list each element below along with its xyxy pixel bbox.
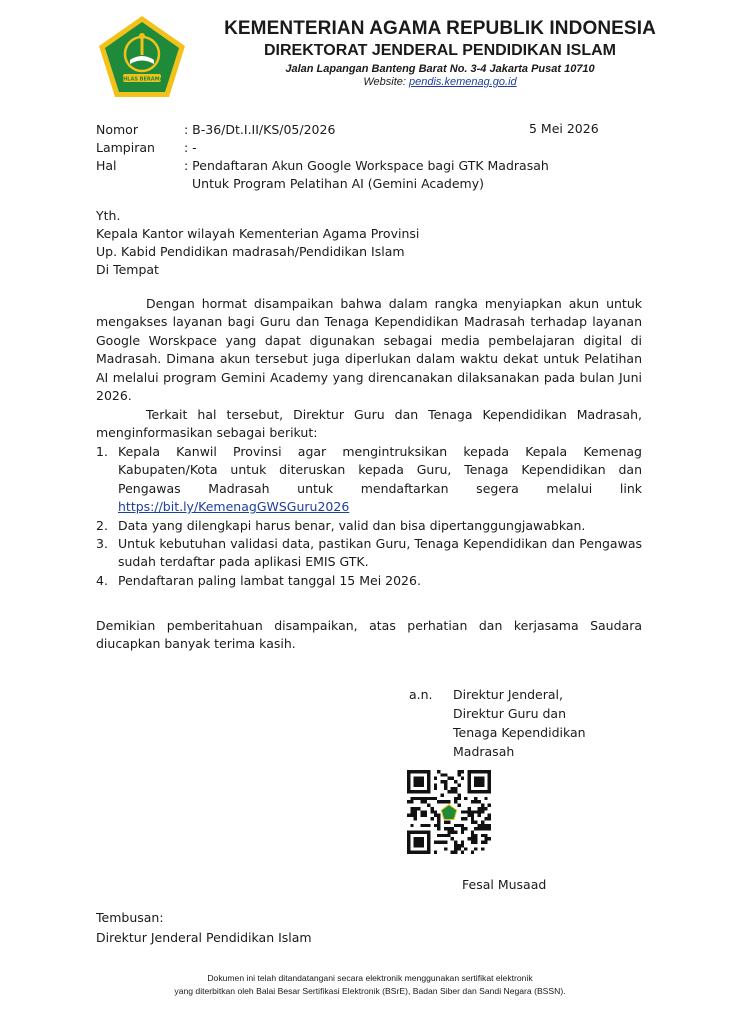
list-item: 2. Data yang dilengkapi harus benar, valid dan bisa dipertanggungjawabkan.	[96, 517, 586, 533]
website-label: Website:	[363, 76, 406, 88]
cc-item: Direktur Jenderal Pendidikan Islam	[96, 930, 312, 945]
directorate-name: DIREKTORAT JENDERAL PENDIDIKAN ISLAM	[263, 42, 617, 59]
closing-paragraph: Demikian pemberitahuan disampaikan, atas perhatian dan kerjasama Saudara diucapkan banyak terima kasih.	[96, 618, 642, 652]
cc-label: Tembusan:	[96, 910, 164, 925]
hal-label: Hal	[96, 158, 117, 173]
footer-line-2: yang diterbitkan oleh Balai Besar Sertifikasi Elektronik (BSrE), Badan Siber dan Sandi Negara (BSSN).	[174, 986, 566, 996]
nomor-label: Nomor	[96, 122, 138, 137]
lampiran-label: Lampiran	[96, 140, 155, 155]
lampiran-value: : -	[184, 140, 197, 155]
e-signature-footer	[130, 972, 610, 998]
letterhead	[205, 18, 675, 89]
address: Jalan Lapangan Banteng Barat No. 3-4 Jakarta Pusat 10710	[285, 63, 595, 75]
registration-link[interactable]: https://bit.ly/KemenagGWSGuru2026	[118, 499, 350, 515]
recipient-yth: Yth.	[96, 208, 121, 223]
list-item: 4. Pendaftaran paling lambat tanggal 15 Mei 2026.	[96, 572, 421, 588]
kemenag-logo	[96, 14, 188, 100]
signature-qr-code	[407, 770, 491, 854]
info-list	[96, 443, 642, 590]
letter-date: 5 Mei 2026	[529, 121, 599, 136]
nomor-value: : B-36/Dt.I.II/KS/05/2026	[184, 122, 336, 137]
hal-value-2: Untuk Program Pelatihan AI (Gemini Academy)	[192, 176, 485, 191]
signature-title-1: Direktur Jenderal,	[453, 687, 563, 702]
signature-title-4: Madrasah	[453, 744, 515, 759]
website-link[interactable]: pendis.kemenag.go.id	[409, 76, 517, 88]
list-item: 1. Kepala Kanwil Provinsi agar mengintruksikan kepada Kepala Kemenag Kabupaten/Kota untuk diteruskan kepada Guru, Tenaga Kependidikan dan Pengawas Madrasah untuk mendaftarkan segera melalui link https://bit.ly/KemenagGWSGuru2026	[96, 444, 642, 515]
body-paragraph-1: Dengan hormat disampaikan bahwa dalam rangka menyiapkan akun untuk mengakses layanan bagi Guru dan Tenaga Kependidikan Madrasah terhadap layanan Google Worskpace yang dapat digunakan sebagai media pembelajaran digital di Madrasah. Dimana akun tersebut juga diperlukan dalam waktu dekat untuk Pelatihan AI melalui program Gemini Academy yang direncanakan dilaksanakan pada bulan Juni 2026.	[96, 296, 642, 404]
recipient-line-2: Up. Kabid Pendidikan madrasah/Pendidikan Islam	[96, 244, 405, 259]
footer-line-1: Dokumen ini telah ditandatangani secara elektronik menggunakan sertifikat elektronik	[207, 973, 533, 983]
recipient-line-1: Kepala Kantor wilayah Kementerian Agama Provinsi	[96, 226, 420, 241]
signature-an: a.n.	[409, 687, 433, 702]
website-line	[205, 76, 675, 89]
body-paragraph-2: Terkait hal tersebut, Direktur Guru dan Tenaga Kependidikan Madrasah, menginformasikan sebagai berikut:	[96, 407, 642, 441]
recipient-line-3: Di Tempat	[96, 262, 159, 277]
logo-motto: IKHLAS BERAMAL	[117, 76, 167, 83]
signature-title-3: Tenaga Kependidikan	[453, 725, 586, 740]
signatory-name: Fesal Musaad	[462, 877, 547, 892]
hal-value-1: : Pendaftaran Akun Google Workspace bagi GTK Madrasah	[184, 158, 549, 173]
ministry-name: KEMENTERIAN AGAMA REPUBLIK INDONESIA	[224, 18, 656, 39]
list-item: 3. Untuk kebutuhan validasi data, pastikan Guru, Tenaga Kependidikan dan Pengawas sudah terdaftar pada aplikasi EMIS GTK.	[96, 536, 642, 570]
signature-title-2: Direktur Guru dan	[453, 706, 566, 721]
